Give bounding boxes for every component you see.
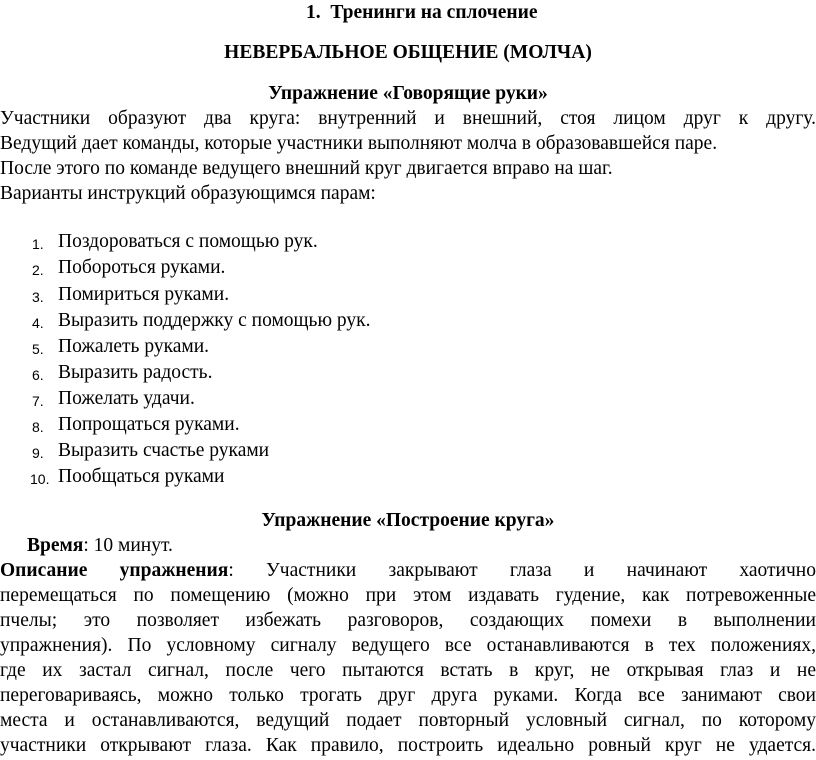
list-item: Пожалеть руками.	[58, 336, 210, 357]
section-title: Тренинги на сплочение	[330, 2, 538, 23]
description-label: Описание упражнения	[0, 560, 229, 581]
exercise1-paragraph-line: Варианты инструкций образующимся парам:	[0, 183, 376, 204]
list-item: Выразить счастье руками	[58, 440, 270, 461]
list-item-number: 2.	[32, 262, 44, 278]
description-line: упражнения). По условному сигналу ведущего все останавливаются в тех положениях,	[0, 635, 816, 656]
list-item-number: 1.	[32, 236, 44, 252]
list-item-number: 4.	[32, 315, 44, 331]
exercise1-paragraph-line: Ведущий дает команды, которые участники выполняют молча в образовавшейся паре.	[0, 133, 718, 154]
list-item: Выразить радость.	[58, 362, 213, 383]
description-line: участники открывают глаза. Как правило, построить идеально ровный круг не удается.	[0, 735, 816, 756]
description-text: : Участники закрывают глаза и начинают хаотично	[228, 560, 816, 581]
exercise1-paragraph-line: После этого по команде ведущего внешний круг двигается вправо на шаг.	[0, 158, 613, 179]
description-line: переговариваясь, можно только трогать друг друга руками. Когда все занимают свои	[0, 685, 816, 706]
list-item-number: 7.	[32, 393, 44, 409]
list-item: Помириться руками.	[58, 284, 230, 305]
description-first-line	[0, 560, 816, 582]
list-item-number: 5.	[32, 341, 44, 357]
list-item: Попрощаться руками.	[58, 414, 240, 435]
time-line	[27, 535, 173, 557]
time-label: Время	[27, 535, 84, 556]
time-value: : 10 минут.	[83, 535, 173, 556]
section-heading	[306, 2, 538, 24]
description-line: места и останавливаются, ведущий подает повторный условный сигнал, по которому	[0, 710, 816, 731]
list-item-number: 10.	[30, 471, 50, 487]
description-line: перемещаться по помещению (можно при этом издавать гудение, как потревоженные	[0, 585, 816, 606]
description-line: где их застал сигнал, после чего пытаются встать в круг, не открывая глаз и не	[0, 660, 816, 681]
list-item: Выразить поддержку с помощью рук.	[58, 310, 371, 331]
list-item-number: 8.	[32, 419, 44, 435]
list-item: Поздороваться с помощью рук.	[58, 231, 318, 252]
exercise1-paragraph-line: Участники образуют два круга: внутренний и внешний, стоя лицом друг к другу.	[0, 108, 816, 129]
exercise2-title: Упражнение «Построение круга»	[261, 510, 555, 531]
subtitle: НЕВЕРБАЛЬНОЕ ОБЩЕНИЕ (МОЛЧА)	[224, 42, 592, 63]
list-item-number: 6.	[32, 367, 44, 383]
list-item-number: 3.	[32, 289, 44, 305]
list-item-number: 9.	[32, 445, 44, 461]
section-number: 1.	[306, 2, 321, 23]
exercise1-title: Упражнение «Говорящие руки»	[268, 83, 548, 104]
list-item: Побороться руками.	[58, 257, 226, 278]
description-line: пчелы; это позволяет избежать разговоров, создающих помехи в выполнении	[0, 610, 816, 631]
list-item: Пообщаться руками	[58, 466, 225, 487]
list-item: Пожелать удачи.	[58, 388, 195, 409]
